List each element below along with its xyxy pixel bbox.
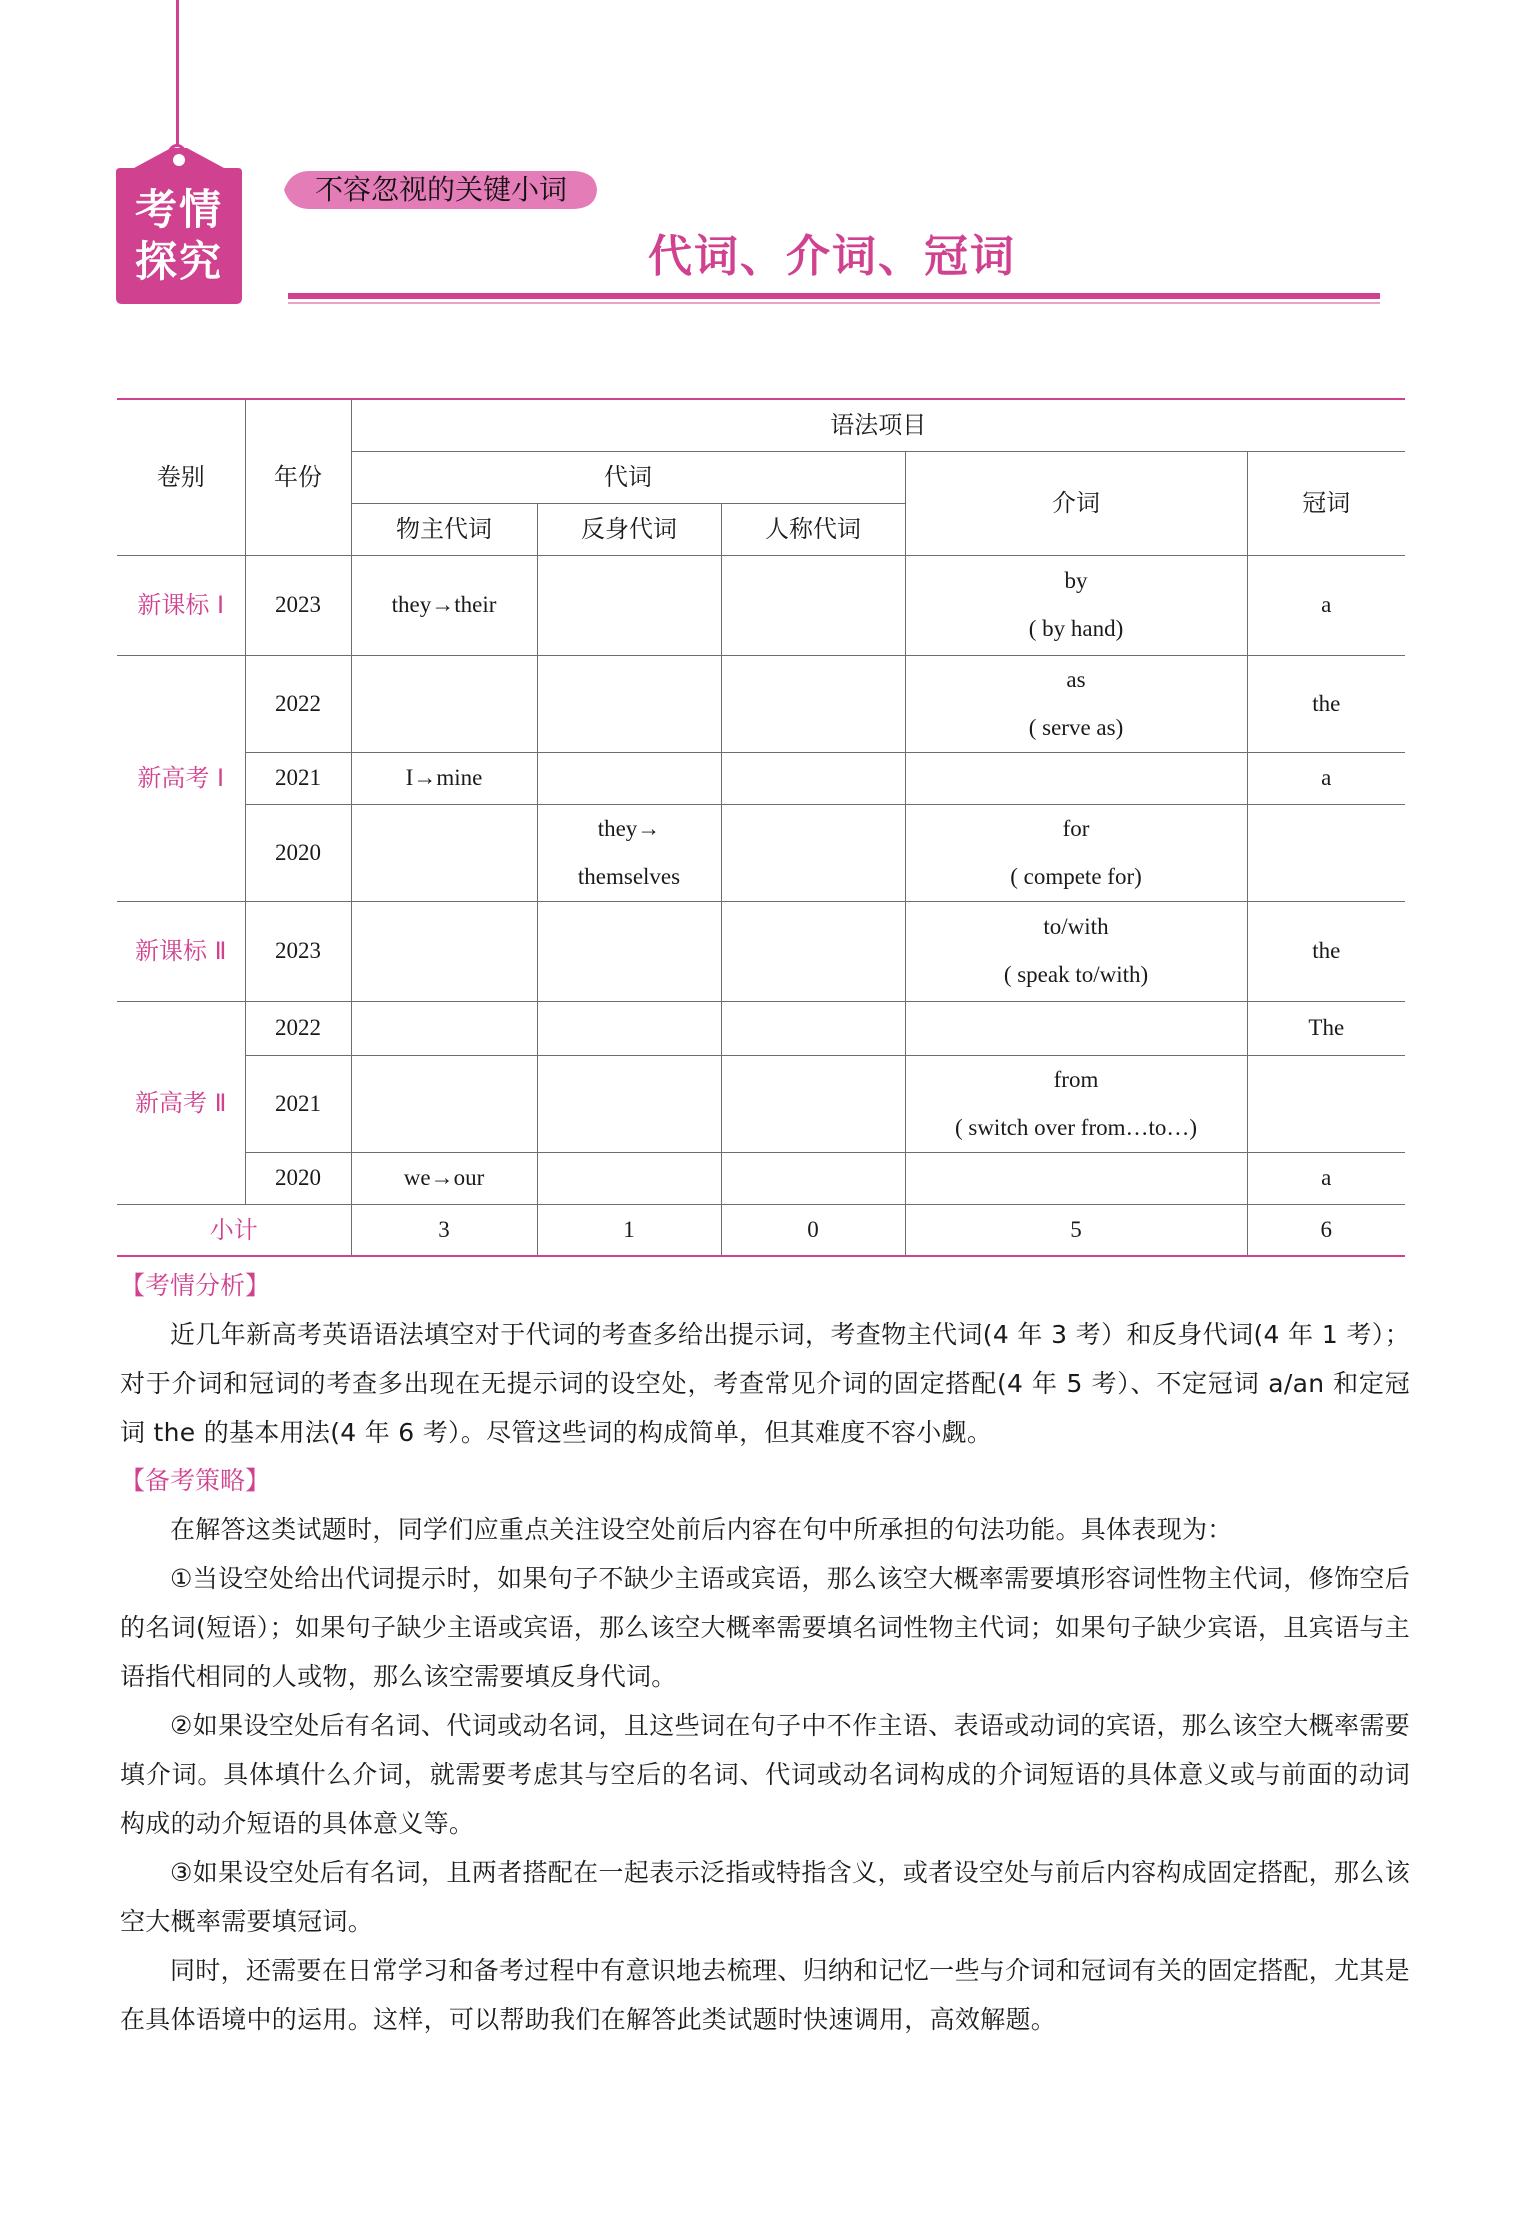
juan-label: 新课标 Ⅱ [117, 901, 245, 1001]
table-row [117, 555, 1405, 655]
year-cell: 2023 [245, 555, 351, 655]
preposition-phrase: ( serve as) [1028, 714, 1124, 740]
strategy-heading: 【备考策略】 [120, 1466, 271, 1495]
page-title: 代词、介词、冠词 [648, 231, 1016, 282]
subtotal-reflexive: 1 [537, 1204, 721, 1256]
year-cell: 2020 [245, 1152, 351, 1204]
table-row [117, 752, 1405, 804]
article-cell: the [1247, 901, 1405, 1001]
possessive-cell [351, 1055, 537, 1152]
section-tag [116, 148, 242, 304]
ribbon-text: 不容忽视的关键小词 [314, 173, 567, 206]
possessive-cell [351, 901, 537, 1001]
article-cell: The [1247, 1001, 1405, 1055]
table-row [117, 901, 1405, 1001]
preposition-cell [905, 1055, 1247, 1152]
personal-cell [721, 752, 905, 804]
analysis-heading: 【考情分析】 [120, 1271, 271, 1300]
personal-cell [721, 1152, 905, 1204]
reflexive-cell [537, 804, 721, 901]
grammar-stats-table [117, 398, 1405, 1257]
personal-cell [721, 804, 905, 901]
preposition-word: from [1053, 1066, 1099, 1092]
year-cell: 2022 [245, 655, 351, 752]
commentary [120, 1262, 1410, 2044]
subtitle-ribbon [284, 168, 598, 212]
preposition-cell [905, 901, 1247, 1001]
header-grammar-items: 语法项目 [351, 399, 1405, 451]
reflexive-line-1: they→ [597, 815, 661, 841]
preposition-word: as [1066, 666, 1086, 692]
possessive-cell [351, 655, 537, 752]
personal-cell [721, 1001, 905, 1055]
title-underline-thin [288, 302, 1380, 304]
strategy-point-2: ②如果设空处后有名词、代词或动名词，且这些词在句子中不作主语、表语或动词的宾语，那么该空大概率需要填介词。具体填什么介词，就需要考虑其与空后的名词、代词或动名词构成的介词短语的具体意义或与前面的动词构成的动介短语的具体意义等。 [120, 1711, 1410, 1838]
preposition-phrase: ( by hand) [1028, 616, 1124, 641]
preposition-cell [905, 555, 1247, 655]
strategy-intro: 在解答这类试题时，同学们应重点关注设空处前后内容在句中所承担的句法功能。具体表现为： [170, 1515, 1233, 1544]
reflexive-line-2: themselves [577, 863, 681, 889]
header-year: 年份 [245, 399, 351, 555]
table-row [117, 1152, 1405, 1204]
reflexive-cell [537, 901, 721, 1001]
reflexive-cell [537, 1152, 721, 1204]
article-cell [1247, 804, 1405, 901]
preposition-cell [905, 655, 1247, 752]
article-cell: a [1247, 555, 1405, 655]
subtotal-article: 6 [1247, 1204, 1405, 1256]
preposition-word: to/with [1043, 914, 1109, 939]
personal-cell [721, 555, 905, 655]
subtotal-label: 小计 [117, 1204, 351, 1256]
article-cell: the [1247, 655, 1405, 752]
subtotal-possessive: 3 [351, 1204, 537, 1256]
possessive-cell [351, 1001, 537, 1055]
reflexive-cell [537, 1055, 721, 1152]
table-row [117, 1055, 1405, 1152]
juan-label: 新高考 Ⅰ [117, 655, 245, 901]
reflexive-cell [537, 555, 721, 655]
article-cell: a [1247, 752, 1405, 804]
header-reflexive: 反身代词 [537, 503, 721, 555]
strategy-point-1: ①当设空处给出代词提示时，如果句子不缺少主语或宾语，那么该空大概率需要填形容词性物主代词，修饰空后的名词(短语）；如果句子缺少主语或宾语，那么该空大概率需要填名词性物主代词；如果句子缺少宾语，且宾语与主语指代相同的人或物，那么该空需要填反身代词。 [120, 1564, 1410, 1691]
possessive-cell [351, 804, 537, 901]
preposition-phrase: ( compete for) [1010, 863, 1142, 889]
year-cell: 2022 [245, 1001, 351, 1055]
preposition-cell [905, 804, 1247, 901]
preposition-word: for [1062, 815, 1090, 841]
personal-cell [721, 1055, 905, 1152]
tag-line-1: 考情 [134, 185, 223, 234]
juan-label: 新课标 Ⅰ [117, 555, 245, 655]
header-juan: 卷别 [117, 399, 245, 555]
article-cell [1247, 1055, 1405, 1152]
year-cell: 2020 [245, 804, 351, 901]
header-preposition: 介词 [905, 451, 1247, 555]
analysis-paragraph: 近几年新高考英语语法填空对于代词的考查多给出提示词，考查物主代词(4 年 3 考）和反身代词(4 年 1 考）；对于介词和冠词的考查多出现在无提示词的设空处，考查常见介词的固定搭配(4 年 5 考）、不定冠词 a/an 和定冠词 the 的基本用法(4 年 6 考）。尽管这些词的构成简单，但其难度不容小觑。 [120, 1320, 1410, 1447]
strategy-conclusion: 同时，还需要在日常学习和备考过程中有意识地去梳理、归纳和记忆一些与介词和冠词有关的固定搭配，尤其是在具体语境中的运用。这样，可以帮助我们在解答此类试题时快速调用，高效解题。 [120, 1956, 1410, 2034]
subtotal-preposition: 5 [905, 1204, 1247, 1256]
possessive-cell: I→mine [351, 752, 537, 804]
header-possessive: 物主代词 [351, 503, 537, 555]
reflexive-cell [537, 1001, 721, 1055]
preposition-cell [905, 1152, 1247, 1204]
tag-line-2: 探究 [134, 237, 223, 286]
personal-cell [721, 655, 905, 752]
possessive-cell: we→our [351, 1152, 537, 1204]
possessive-cell: they→their [351, 555, 537, 655]
table-row [117, 655, 1405, 752]
tag-string [176, 0, 179, 148]
reflexive-cell [537, 655, 721, 752]
preposition-phrase: ( speak to/with) [1003, 962, 1149, 987]
table-row [117, 1001, 1405, 1055]
header-pronoun: 代词 [351, 451, 905, 503]
title-underline [288, 293, 1380, 299]
year-cell: 2021 [245, 1055, 351, 1152]
header-article: 冠词 [1247, 451, 1405, 555]
preposition-phrase: ( switch over from…to…) [954, 1114, 1198, 1140]
article-cell: a [1247, 1152, 1405, 1204]
table-row [117, 804, 1405, 901]
year-cell: 2023 [245, 901, 351, 1001]
year-cell: 2021 [245, 752, 351, 804]
header-personal: 人称代词 [721, 503, 905, 555]
personal-cell [721, 901, 905, 1001]
subtotal-personal: 0 [721, 1204, 905, 1256]
strategy-point-3: ③如果设空处后有名词，且两者搭配在一起表示泛指或特指含义，或者设空处与前后内容构成固定搭配，那么该空大概率需要填冠词。 [120, 1858, 1410, 1936]
preposition-cell [905, 752, 1247, 804]
subtotal-row [117, 1204, 1405, 1256]
juan-label: 新高考 Ⅱ [117, 1001, 245, 1204]
preposition-cell [905, 1001, 1247, 1055]
preposition-word: by [1064, 568, 1088, 593]
reflexive-cell [537, 752, 721, 804]
